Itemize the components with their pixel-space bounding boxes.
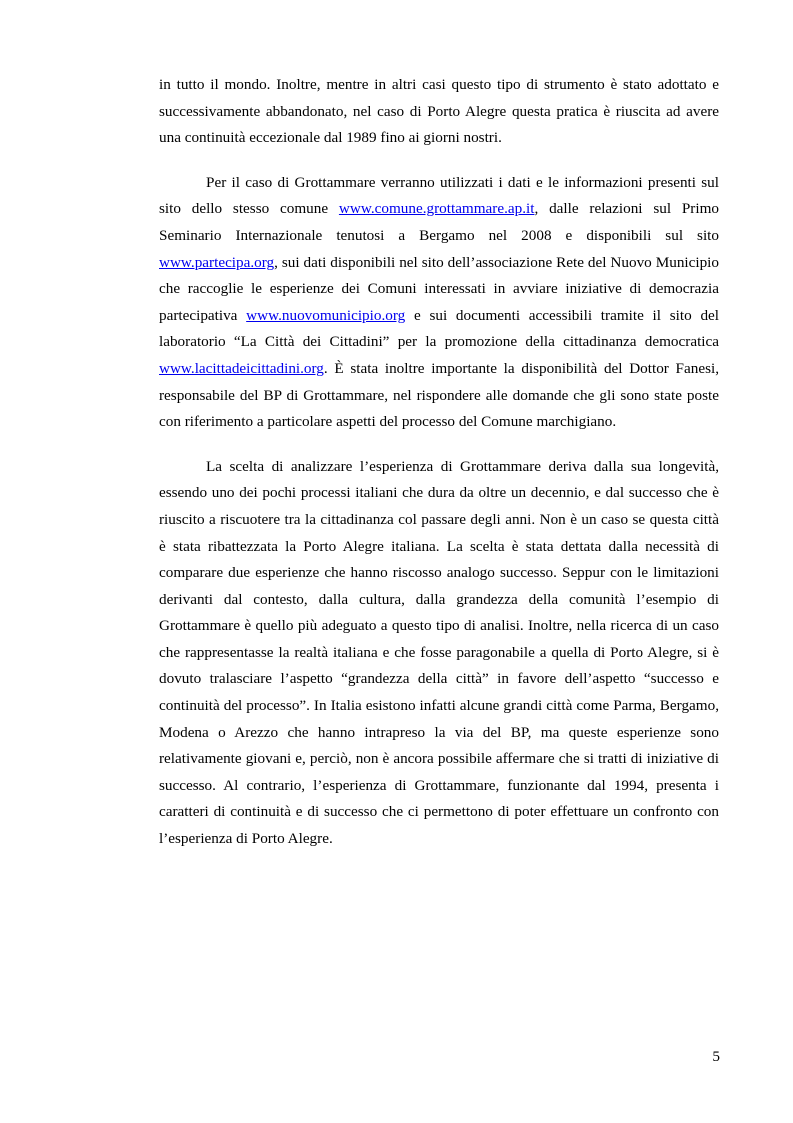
paragraph-porto-alegre-continuity: in tutto il mondo. Inoltre, mentre in altri casi questo tipo di strumento è stato adottato e successivamente abbandonato, nel caso di Porto Alegre questa pratica è riuscita ad avere una continuità eccezionale dal 1989 fino ai giorni nostri. bbox=[159, 76, 719, 147]
document-body bbox=[159, 72, 719, 871]
link-partecipa[interactable]: www.partecipa.org bbox=[159, 253, 275, 271]
paragraph-grottammare-choice: La scelta di analizzare l’esperienza di Grottammare deriva dalla sua longevità, essendo uno dei pochi processi italiani che dura da oltre un decennio, e dal successo che è riuscito a riscuotere tra la cittadinanza col passare degli anni. Non è un caso se questa città è stata ribattezzata la Porto Alegre italiana. La scelta è stata dettata dalla necessità di comparare due esperienze che hanno riscosso analogo successo. Seppur con le limitazioni derivanti dal contesto, dalla cultura, dalla grandezza della comunità l’esempio di Grottammare è quello più adeguato a questo tipo di analisi. Inoltre, nella ricerca di un caso che rappresentasse la realtà italiana e che fosse paragonabile a quella di Porto Alegre, si è dovuto tralasciare l’aspetto “grandezza della città” in favore dell’aspetto “successo e continuità del processo”. In Italia esistono infatti alcune grandi città come Parma, Bergamo, Modena o Arezzo che hanno intrapreso la via del BP, ma queste esperienze sono relativamente giovani e, perciò, non è ancora possibile affermare che si tratti di iniziative di successo. Al contrario, l’esperienza di Grottammare, funzionante dal 1994, presenta i caratteri di continuità e di successo che ci permettono di poter effettuare un confronto con l’esperienza di Porto Alegre. bbox=[159, 457, 719, 848]
paragraph-data-sources bbox=[159, 170, 719, 436]
page-number: 5 bbox=[712, 1048, 720, 1065]
paragraph-text: , dalle relazioni sul Primo Seminario Internazionale tenutosi a Bergamo nel 2008 e disponibili sul sito bbox=[159, 200, 719, 244]
paragraph-text: . È stata inoltre importante la disponibilità del Dottor Fanesi, responsabile del BP di Grottammare, nel rispondere alle domande che gli sono state poste con riferimento a particolare aspetti del processo del Comune marchigiano. bbox=[159, 359, 719, 431]
paragraph-text: e sui documenti accessibili tramite il sito del laboratorio “La Città dei Cittadini” per la promozione della cittadinanza democratica bbox=[159, 306, 719, 351]
paragraph-text: , sui dati disponibili nel sito dell’associazione Rete del Nuovo Municipio che raccoglie le esperienze dei Comuni interessati in avviare iniziative di democrazia partecipativa bbox=[159, 253, 719, 324]
link-nuovomunicipio[interactable]: www.nuovomunicipio.org bbox=[246, 306, 406, 324]
link-lacittadeicittadini[interactable]: www.lacittadeicittadini.org bbox=[159, 359, 324, 377]
paragraph-text: Per il caso di Grottammare verranno utilizzati i dati e le informazioni presenti sul sito dello stesso comune bbox=[159, 173, 719, 218]
link-comune-grottammare[interactable]: www.comune.grottammare.ap.it bbox=[338, 200, 535, 218]
